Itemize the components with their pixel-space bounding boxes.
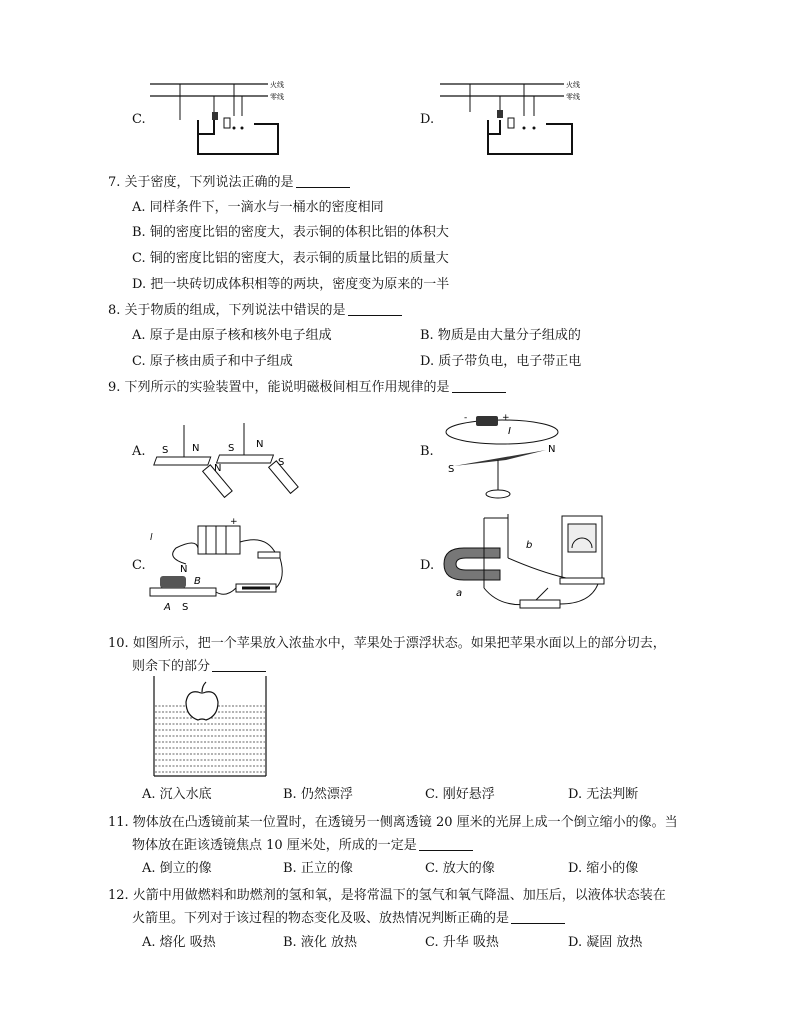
question-12-stem-line-1: 12. 火箭中用做燃料和助燃剂的氢和氧，是将常温下的氢气和氧气降温、加压后，以液体状态装在 [108, 888, 666, 903]
question-7-option-d[interactable]: D. 把一块砖切成体积相等的两块，密度变为原来的一半 [132, 277, 450, 292]
svg-text:+: + [502, 413, 510, 423]
live-wire-label-d: 火线 [566, 81, 580, 89]
wiring-diagram-c [150, 76, 290, 156]
svg-text:N: N [214, 463, 222, 474]
question-12-stem-line-2: 火箭里。下列对于该过程的物态变化及吸、放热情况判断正确的是 [132, 907, 565, 926]
answer-blank[interactable] [212, 659, 266, 672]
svg-text:S: S [278, 457, 285, 468]
svg-text:B: B [194, 576, 201, 587]
answer-blank[interactable] [296, 175, 350, 188]
svg-text:S: S [182, 602, 189, 613]
svg-text:+: + [230, 517, 238, 527]
question-12-option-d[interactable]: D. 凝固 放热 [568, 935, 643, 950]
figure-10-apple-in-brine [150, 676, 270, 778]
question-9-stem: 9. 下列所示的实验装置中，能说明磁极间相互作用规律的是 [108, 376, 506, 395]
question-8-option-a[interactable]: A. 原子是由原子核和核外电子组成 [132, 328, 332, 343]
option-c-label: C. [132, 112, 146, 127]
question-12-option-b[interactable]: B. 液化 放热 [283, 935, 357, 950]
svg-text:N: N [256, 439, 264, 450]
figure-9a-magnets [158, 415, 308, 495]
neutral-wire-label-c: 零线 [270, 93, 284, 101]
option-b-label[interactable]: B. [420, 444, 434, 459]
wiring-diagram-d [440, 76, 590, 156]
svg-text:N: N [180, 564, 188, 575]
question-11-option-d[interactable]: D. 缩小的像 [568, 861, 639, 876]
question-11-option-b[interactable]: B. 正立的像 [283, 861, 353, 876]
question-7-stem: 7. 关于密度，下列说法正确的是 [108, 171, 350, 190]
question-10-option-a[interactable]: A. 沉入水底 [142, 787, 212, 802]
svg-text:-: - [464, 413, 468, 423]
svg-text:a: a [456, 588, 463, 599]
figure-9d-generator [440, 512, 610, 617]
answer-blank[interactable] [348, 303, 402, 316]
question-10-option-b[interactable]: B. 仍然漂浮 [283, 787, 353, 802]
question-7-option-a[interactable]: A. 同样条件下，一滴水与一桶水的密度相同 [132, 200, 384, 215]
live-wire-label-c: 火线 [270, 81, 284, 89]
neutral-wire-label-d: 零线 [566, 93, 580, 101]
option-a-label[interactable]: A. [132, 444, 146, 459]
question-8-stem: 8. 关于物质的组成，下列说法中错误的是 [108, 299, 402, 318]
svg-text:S: S [228, 443, 235, 454]
question-12-option-a[interactable]: A. 熔化 吸热 [142, 935, 216, 950]
figure-9c-electromagnet [146, 518, 296, 613]
question-11-stem-line-2: 物体放在距该透镜焦点 10 厘米处，所成的一定是 [132, 834, 473, 853]
option-d-label[interactable]: D. [420, 558, 435, 573]
question-12-option-c[interactable]: C. 升华 吸热 [425, 935, 499, 950]
question-10-option-d[interactable]: D. 无法判断 [568, 787, 639, 802]
svg-text:N: N [548, 444, 556, 455]
question-10-option-c[interactable]: C. 刚好悬浮 [425, 787, 495, 802]
svg-text:b: b [526, 540, 533, 551]
question-11-stem-line-1: 11. 物体放在凸透镜前某一位置时，在透镜另一侧离透镜 20 厘米的光屏上成一个倒立缩小的像。当 [108, 815, 678, 830]
figure-9b-compass-current [446, 410, 566, 500]
answer-blank[interactable] [419, 838, 473, 851]
answer-blank[interactable] [452, 380, 506, 393]
option-d-label: D. [420, 112, 435, 127]
question-7-option-c[interactable]: C. 铜的密度比铝的密度大，表示铜的质量比铝的质量大 [132, 251, 449, 266]
question-10-stem-line-1: 10. 如图所示，把一个苹果放入浓盐水中，苹果处于漂浮状态。如果把苹果水面以上的部分切去， [108, 636, 666, 651]
question-7-option-b[interactable]: B. 铜的密度比铝的密度大，表示铜的体积比铝的体积大 [132, 225, 449, 240]
question-8-option-d[interactable]: D. 质子带负电，电子带正电 [420, 354, 582, 369]
svg-text:S: S [162, 445, 169, 456]
answer-blank[interactable] [511, 911, 565, 924]
question-11-option-c[interactable]: C. 放大的像 [425, 861, 495, 876]
svg-text:A: A [164, 602, 171, 613]
question-11-option-a[interactable]: A. 倒立的像 [142, 861, 212, 876]
question-8-option-c[interactable]: C. 原子核由质子和中子组成 [132, 354, 293, 369]
svg-text:N: N [192, 443, 200, 454]
option-c-label[interactable]: C. [132, 558, 146, 573]
svg-text:S: S [448, 464, 455, 475]
question-10-stem-line-2: 则余下的部分 [132, 655, 266, 674]
svg-text:I: I [508, 426, 511, 437]
question-8-option-b[interactable]: B. 物质是由大量分子组成的 [420, 328, 581, 343]
svg-text:l: l [150, 533, 153, 543]
